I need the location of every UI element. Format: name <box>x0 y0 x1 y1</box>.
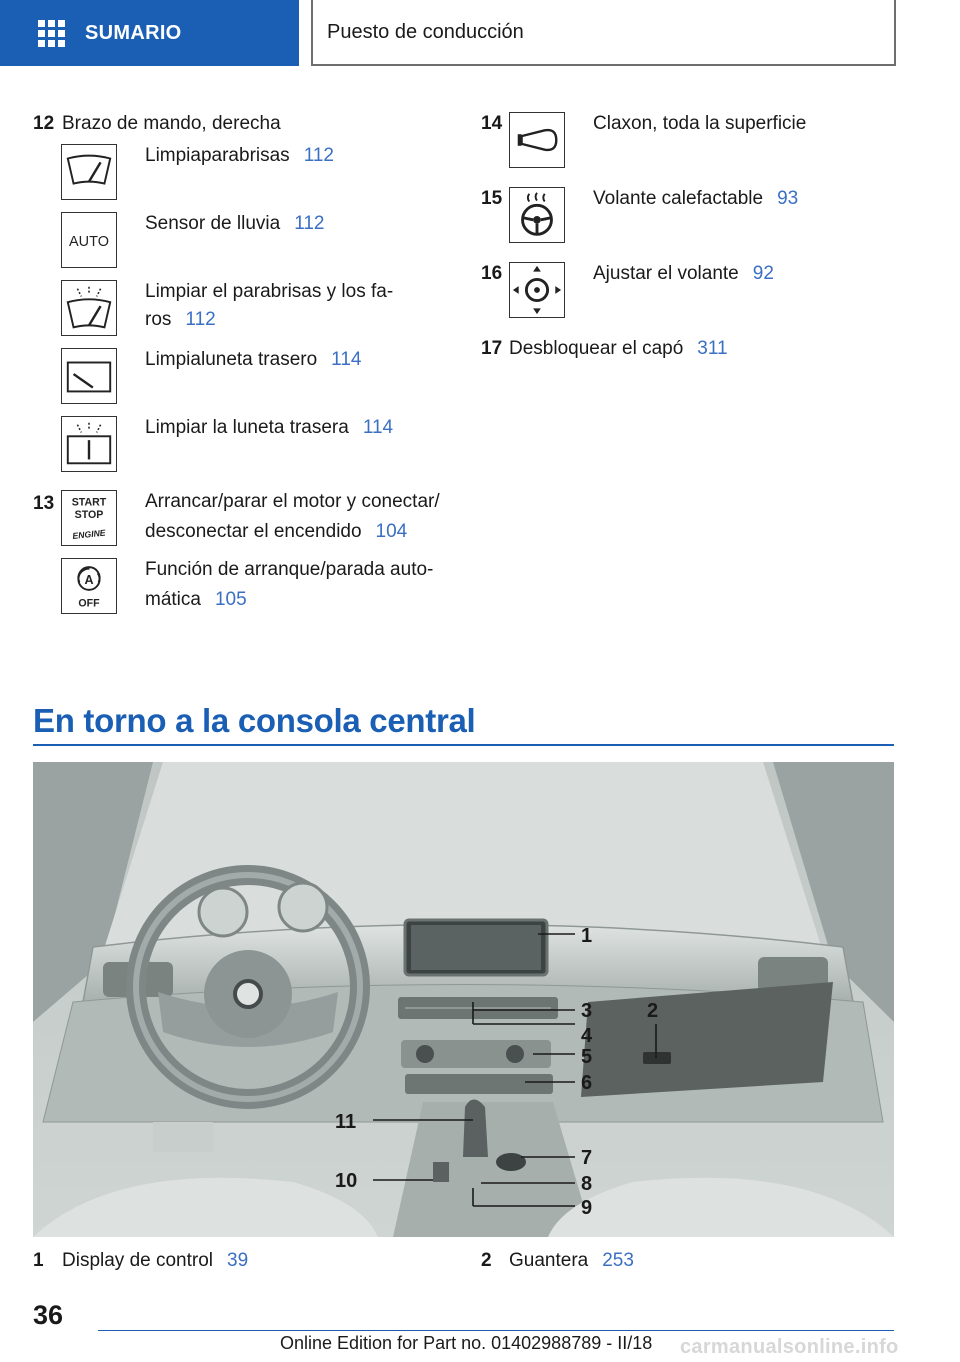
rear-washer-icon <box>61 416 117 472</box>
section-title: Puesto de conducción <box>327 20 524 43</box>
page-link-253[interactable]: 253 <box>602 1250 634 1271</box>
washer-label: Limpiar el parabrisas y los fa- ros 112 <box>145 281 394 330</box>
horn-icon <box>509 112 565 168</box>
callout-2: 2 <box>647 1000 659 1022</box>
caption-number-1: 1 <box>33 1250 44 1271</box>
callout-11: 11 <box>335 1111 357 1133</box>
section-rule <box>33 744 894 746</box>
svg-text:AUTO: AUTO <box>69 233 109 250</box>
steering-adjust-label: Ajustar el volante 92 <box>593 263 774 284</box>
callout-10: 10 <box>335 1170 358 1192</box>
caption-display: Display de control 39 <box>62 1250 249 1271</box>
callout-6: 6 <box>581 1072 593 1094</box>
item-label-12: Brazo de mando, derecha <box>62 113 281 134</box>
auto-rain-sensor-icon <box>61 212 117 268</box>
auto-start-stop-off-icon <box>61 558 117 614</box>
washer-wiper-icon <box>61 280 117 336</box>
caption-number-2: 2 <box>481 1250 492 1271</box>
callout-3: 3 <box>581 1000 593 1022</box>
edition-text: Online Edition for Part no. 01402988789 - II/18 <box>280 1333 653 1353</box>
section-heading: En torno a la consola central <box>33 702 476 739</box>
callout-5: 5 <box>581 1046 593 1068</box>
callout-9: 9 <box>581 1197 593 1219</box>
rear-wiper-icon <box>61 348 117 404</box>
item-number-12: 12 <box>33 113 55 134</box>
rear-washer-label: Limpiar la luneta trasera 114 <box>145 417 394 438</box>
watermark: carmanualsonline.info <box>680 1336 899 1358</box>
item-number-17: 17 <box>481 338 503 359</box>
page-link-311[interactable]: 311 <box>697 338 728 359</box>
svg-text:OFF: OFF <box>78 597 100 610</box>
item-number-13: 13 <box>33 493 55 514</box>
caption-glovebox: Guantera 253 <box>509 1250 634 1271</box>
page-link-112[interactable]: 112 <box>303 145 334 166</box>
section-title-tab <box>311 0 896 66</box>
grid-menu-icon <box>38 20 65 47</box>
footer-rule <box>98 1330 894 1331</box>
page-link-112[interactable]: 112 <box>294 213 325 234</box>
page-link-92[interactable]: 92 <box>752 263 774 284</box>
svg-text:START: START <box>71 496 107 509</box>
page-link-112[interactable]: 112 <box>185 309 216 330</box>
wiper-label: Limpiaparabrisas 112 <box>145 145 334 166</box>
callout-4: 4 <box>581 1025 593 1047</box>
page-link-105[interactable]: 105 <box>214 589 247 610</box>
page-link-39[interactable]: 39 <box>227 1250 249 1271</box>
steering-adjust-icon <box>509 262 565 318</box>
item-number-15: 15 <box>481 188 503 209</box>
sumario-tab[interactable] <box>0 0 299 66</box>
heated-steering-wheel-icon <box>509 187 565 243</box>
page-number: 36 <box>33 1300 64 1330</box>
hood-release-label: Desbloquear el capó 311 <box>509 338 728 359</box>
heated-steering-label: Volante calefactable 93 <box>593 188 799 209</box>
center-console-illustration <box>33 762 894 1237</box>
start-stop-engine-icon <box>61 490 117 546</box>
svg-text:STOP: STOP <box>74 509 104 521</box>
rain-sensor-label: Sensor de lluvia 112 <box>145 213 325 234</box>
page-link-93[interactable]: 93 <box>777 188 799 209</box>
auto-start-stop-label: Función de arranque/parada auto- mática 105 <box>145 559 434 610</box>
page-link-114[interactable]: 114 <box>362 417 394 438</box>
horn-label: Claxon, toda la superficie <box>593 113 807 134</box>
rear-wiper-label: Limpialuneta trasero 114 <box>145 349 362 370</box>
wiper-icon <box>61 144 117 200</box>
page-link-114[interactable]: 114 <box>331 349 362 370</box>
start-stop-label: Arrancar/parar el motor y conectar/ desconectar el encendido 104 <box>145 491 440 542</box>
page-link-104[interactable]: 104 <box>375 521 408 542</box>
item-number-14: 14 <box>481 113 503 134</box>
svg-text:A: A <box>84 573 94 588</box>
item-number-16: 16 <box>481 263 503 284</box>
callout-8: 8 <box>581 1173 593 1195</box>
callout-1: 1 <box>581 925 593 947</box>
sumario-label: SUMARIO <box>85 21 182 44</box>
callout-7: 7 <box>581 1147 593 1169</box>
svg-text:ENGINE: ENGINE <box>71 527 107 541</box>
